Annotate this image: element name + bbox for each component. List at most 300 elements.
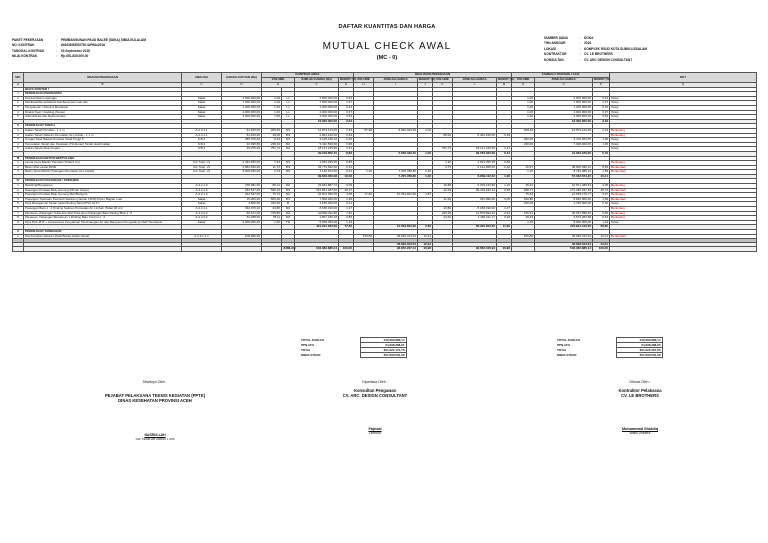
table-cell: 1,87 — [418, 193, 433, 198]
table-cell: 1,00 — [262, 101, 282, 106]
signature-role: Diperiksa Oleh : — [362, 380, 388, 384]
table-cell: 5,79 — [593, 151, 610, 156]
table-cell: 2 — [13, 133, 24, 138]
table-cell: Berkurang — [610, 211, 757, 216]
table-cell: 579,80 — [512, 234, 535, 239]
table-cell: 108.996,00 — [222, 234, 262, 239]
signature-org-2: CV. LE BROTHERS — [621, 393, 659, 398]
table-cell: 100,00 — [593, 247, 610, 252]
table-cell: 1,59 — [593, 197, 610, 202]
table-cell: 45,42 — [512, 184, 535, 189]
table-cell: 4,08 — [339, 193, 354, 198]
total-value: 651.830.000,00 — [360, 353, 406, 358]
table-cell: Tetap — [610, 220, 757, 225]
project-info-colon: : — [56, 48, 57, 53]
column-index: M — [497, 83, 512, 88]
table-cell: PEKERJAAN PERSIAPAN — [24, 92, 182, 97]
table-cell: Berkurang — [610, 207, 757, 212]
table-cell: 254.990,00 — [453, 197, 497, 202]
table-cell: 61.400,00 — [222, 133, 262, 138]
table-cell: 8.820.000,00 — [535, 197, 593, 202]
table-cell: 1 — [13, 161, 24, 166]
table-cell: 1,36 — [339, 197, 354, 202]
table-cell: 66.230.843,35 — [453, 225, 497, 230]
table-cell: M2 — [282, 142, 295, 147]
table-cell — [433, 247, 453, 252]
table-cell: 56.671,00 — [222, 211, 262, 216]
table-cell: 22.604.536,00 — [295, 193, 339, 198]
column-index: E — [262, 83, 295, 88]
table-cell: 392.076,20 — [222, 207, 262, 212]
table-cell: 3 — [13, 170, 24, 175]
table-cell: 5.461.150,00 — [453, 133, 497, 138]
funding-info-value: DOKA — [584, 36, 594, 40]
funding-info-row — [544, 58, 734, 63]
column-header: JUMLAH HARGA (Rp) — [295, 78, 339, 83]
table-cell: 938,77 — [512, 188, 535, 193]
project-info-value: 03 September 2018 — [61, 48, 90, 53]
table-cell: I — [13, 92, 24, 97]
funding-info — [544, 36, 734, 63]
table-cell: Pemadatan Tanah dan Perataan (Timbunan) Tanah Hasil Galian — [24, 142, 182, 147]
table-cell: 12,01 — [418, 234, 433, 239]
table-cell: 6,56 — [593, 211, 610, 216]
project-info-row — [12, 54, 251, 59]
funding-info-label: SUMBER DANA — [544, 36, 568, 40]
table-cell: 1,00 — [512, 110, 535, 115]
table-cell: 1,30 — [418, 170, 433, 175]
table-cell: Sakai — [182, 220, 222, 225]
table-cell: 2.500.000,00 — [295, 96, 339, 101]
table-cell: 1,00 — [262, 96, 282, 101]
table-cell: 0,28 — [497, 216, 512, 221]
table-cell: Administrasi dan Dokumentasi — [24, 115, 182, 120]
table-cell: 7.600.000,00 — [295, 101, 339, 106]
table-cell: 5 — [13, 202, 24, 207]
table-cell: S.B.2 — [182, 142, 222, 147]
table-cell: 1,19 — [339, 220, 354, 225]
table-cell: 18.131.215,95 — [295, 147, 339, 152]
funding-info-value: KOMPLEK RSUD KOTA SUBULUSSALAM — [584, 46, 648, 51]
table-cell: 330,00 — [262, 202, 282, 207]
table-cell: Pembersihan Saluran Pada Bekas Galian Tanah — [24, 234, 182, 239]
table-cell: 0,49 — [339, 133, 354, 138]
table-cell: 7.500.000,00 — [295, 197, 339, 202]
table-cell: 1,16 — [497, 184, 512, 189]
column-header: BOBOT (%) — [340, 77, 357, 82]
signature-name: NASRULLAH — [144, 433, 166, 437]
table-cell: Bekisting/Bongkaran — [24, 184, 182, 189]
table-cell: 46.699.313,54 — [535, 242, 593, 247]
table-cell: 16.871.486,54 — [535, 184, 593, 189]
table-cell: 2 — [13, 101, 24, 106]
table-cell: 2,33 — [339, 128, 354, 133]
table-cell — [512, 247, 535, 252]
table-cell: Ls — [282, 110, 295, 115]
table-cell: 20,80 — [262, 207, 282, 212]
table-cell: Anl. Supl. Vs — [182, 161, 222, 166]
table-cell: 93.652.237,14 — [374, 247, 418, 252]
total-label: DIBULATKAN — [557, 353, 577, 357]
signature-name: Fajrizal — [368, 427, 382, 431]
table-cell: 89,12 — [262, 184, 282, 189]
table-cell: 49,79 — [593, 188, 610, 193]
table-cell: Berkurang — [610, 193, 757, 198]
table-cell: 1,00 — [512, 105, 535, 110]
table-cell: A.4.4.2.2 — [182, 216, 222, 221]
table-cell: 8,23 — [262, 138, 282, 143]
table-cell: 1,19 — [593, 220, 610, 225]
column-header: KET — [610, 73, 757, 83]
table-cell: PEKERJAAN TANAH — [24, 124, 182, 129]
table-cell: 18.131.215,95 — [453, 147, 497, 152]
table-cell: 1,00 — [262, 105, 282, 110]
table-cell: 6 — [13, 207, 24, 212]
project-info-value: PEMBANGUNAN PAUD BALEE (SDKA) SIBULEULALAM — [61, 38, 146, 42]
table-cell: 11,72 — [262, 165, 282, 170]
table-cell: 21.936.176,77 — [535, 193, 593, 198]
table-cell: Galian Tanah Saluran Pemuatan Air Limbah - 1 1 m — [24, 133, 182, 138]
column-header: VOLUME — [512, 78, 535, 83]
table-cell: 1.200.000,00 — [295, 105, 339, 110]
table-cell: Plesteran, Pasangan Berukuran 1 Dinding Batu Kontrol 1 : 2 — [24, 216, 182, 221]
funding-info-colon: : — [580, 52, 581, 57]
table-cell: 33.075,45 — [222, 147, 262, 152]
table-cell: 1,92 — [433, 161, 453, 166]
table-cell: A.2.3.1.1.1 — [182, 234, 222, 239]
total-value: 601.021.174,76 — [360, 348, 406, 353]
table-cell: 10,41 — [593, 174, 610, 179]
table-cell: 16,88 — [433, 184, 453, 189]
table-cell: Beton Plat Lantai 30/40 — [24, 165, 182, 170]
signature-org: Kontraktor Pelaksana — [618, 388, 662, 393]
table-cell: 46,00 — [262, 133, 282, 138]
table-cell: 238,10 — [262, 142, 282, 147]
table-cell: M3 — [282, 138, 295, 143]
table-cell: M3 — [282, 165, 295, 170]
table-cell: Tetap — [610, 115, 757, 120]
column-header: VOLUME — [433, 78, 453, 83]
totals-table — [300, 337, 663, 358]
table-cell: 0,21 — [339, 202, 354, 207]
column-header: HARGA SATUAN (Rp) — [222, 73, 262, 83]
column-index: B — [24, 83, 182, 88]
table-cell: 0,21 — [339, 170, 354, 175]
grand-totals — [300, 337, 756, 358]
project-info — [12, 38, 251, 60]
table-cell: 7.205.788,80 — [374, 170, 418, 175]
project-info-label: PAKET PEKERJAAN — [12, 38, 44, 42]
table-cell: Tetap — [610, 147, 757, 152]
table-cell: 2.000.000,00 — [295, 110, 339, 115]
column-index: A — [13, 83, 24, 88]
table-cell: 3,31 — [339, 147, 354, 152]
table-cell: 6.005.036,00 — [222, 170, 262, 175]
table-cell — [354, 247, 374, 252]
table-cell: 87,98 — [354, 128, 374, 133]
table-cell: 1,47 — [497, 207, 512, 212]
total-value: 651.830.000,00 — [616, 353, 662, 358]
table-cell: 10,06 — [339, 174, 354, 179]
column-header: JUMLAH HARGA — [453, 78, 497, 83]
signature-org: PEJABAT PELAKSANA TEKNIS KEGIATAN (PPTK) — [104, 393, 206, 398]
table-cell: 0,54 — [339, 115, 354, 120]
signature-org-2: CV. ARC. DESIGN CONSULTANT — [342, 393, 408, 398]
table-cell: - — [262, 234, 282, 239]
table-cell: A.3.2.1.9 — [182, 188, 222, 193]
table-cell: 3.000.000,00 — [535, 115, 593, 120]
table-cell: Tetap — [610, 202, 757, 207]
table-cell: 0,75 — [433, 165, 453, 170]
total-value: 546.382.886,14 — [360, 338, 406, 343]
table-cell: 595,16 — [262, 188, 282, 193]
table-cell: 7.028.000,00 — [535, 142, 593, 147]
signature-role: Dibuat Oleh : — [629, 380, 651, 384]
table-cell — [262, 247, 282, 252]
table-cell: 3.000.000,00 — [295, 115, 339, 120]
table-cell: 1,00 — [262, 110, 282, 115]
table-cell: 2.500.000,00 — [535, 96, 593, 101]
table-cell: 549,80 — [512, 197, 535, 202]
table-cell: 31.622.976,25 — [535, 151, 593, 156]
project-info-value: 843/DINKES/ITEL/APBA/2018 — [61, 43, 105, 48]
group-header-kontrak: KONTRAK AWAL — [262, 73, 354, 78]
column-index: I — [374, 83, 418, 88]
table-cell: 2,33 — [593, 128, 610, 133]
table-cell: 4.694.295,36 — [453, 161, 497, 166]
table-cell: 76,74 — [262, 193, 282, 198]
table-cell: III — [13, 156, 24, 161]
column-header: BOBOT (%) — [419, 77, 436, 82]
table-cell: Anl. Supl. Vs — [182, 170, 222, 175]
project-info-colon: : — [56, 43, 57, 48]
column-index: G — [339, 83, 354, 88]
table-cell: 378.081,00 — [222, 184, 262, 189]
boq-table — [12, 72, 757, 252]
table-cell: 500,00 — [262, 197, 282, 202]
table-cell: 7.600.000,00 — [535, 101, 593, 106]
table-cell: Bertambah — [610, 197, 757, 202]
table-cell: Tetap — [610, 110, 757, 115]
table-cell: 2.144.825,00 — [453, 165, 497, 170]
table-cell: 12.873.124,00 — [535, 128, 593, 133]
table-cell: 3,31 — [497, 147, 512, 152]
table-cell: Bertambah — [610, 170, 757, 175]
table-cell: 0,44 — [339, 96, 354, 101]
table-cell: 434.244.662,99 — [295, 225, 339, 230]
table-cell: 0,44 — [593, 96, 610, 101]
table-cell: 46.699.313,54 — [374, 242, 418, 247]
total-label: TOTAL — [301, 348, 311, 352]
table-cell: Tetap — [610, 105, 757, 110]
table-cell: Galian Tanah Pondasi - 1 1 m — [24, 128, 182, 133]
table-cell: 294.547,00 — [222, 188, 262, 193]
table-cell: 1 — [13, 234, 24, 239]
table-cell: 77,63 — [339, 225, 354, 230]
table-cell: 42,39 — [433, 188, 453, 193]
table-cell: 6.000.000,00 — [295, 220, 339, 225]
table-cell: 6,10 — [339, 165, 354, 170]
table-cell: Pipa Resapan Air Tanah pada Dinding Talud (PVC Ø 2") — [24, 202, 182, 207]
table-cell: 285.070,00 — [222, 138, 262, 143]
table-cell: 0,37 — [593, 110, 610, 115]
table-cell: 1,00 — [418, 151, 433, 156]
table-cell: Pasangan Pondasi Batu Gunung (Bor/Bangun) — [24, 193, 182, 198]
table-cell: Mobilisasi/Demobilisasi Alat Berat dan Lain-lain — [24, 101, 182, 106]
table-cell: Ttk — [282, 220, 295, 225]
boq-table-wrap — [12, 72, 756, 252]
table-cell: Plesteran, Pasangan Tebal dua Sisi/ Pola atmo Pasangan Batu Paving Blok 1 : 6 — [24, 211, 182, 216]
table-cell: M3 — [282, 188, 295, 193]
table-cell: 49.218.852,15 — [295, 151, 339, 156]
document-title: MUTUAL CHECK AWAL — [322, 41, 452, 52]
column-index: P — [593, 83, 610, 88]
table-cell: 1,59 — [593, 170, 610, 175]
table-cell: 33.664.887,72 — [295, 184, 339, 189]
table-cell: 1,26 — [497, 174, 512, 179]
table-cell: 4.694.295,36 — [295, 161, 339, 166]
table-cell: 3,97 — [593, 193, 610, 198]
table-cell: 36.357.598,63 — [535, 211, 593, 216]
column-header: JUMLAH HARGA — [374, 78, 418, 83]
table-cell: 209,66 — [262, 128, 282, 133]
table-cell: 1,37 — [339, 101, 354, 106]
table-cell: Pasangan Trasraam Pemisah Saluran (Ukuran 15/20) Pipa / Bagian Luar — [24, 197, 182, 202]
table-cell: 39.609.020,08 — [295, 174, 339, 179]
table-cell: 1,00 — [512, 115, 535, 120]
table-cell: 2.464.950,00 — [222, 161, 262, 166]
table-cell: 6.000.000,00 — [222, 220, 262, 225]
table-cell: 4.807.330,18 — [295, 216, 339, 221]
table-cell: Tetap — [610, 101, 757, 106]
table-cell: Urugan Pasir Bawah Pondasi Tebal Tinggi 5 — [24, 138, 182, 143]
table-cell: 78,11 — [262, 216, 282, 221]
table-cell: Lantai Kerja Bawah Pondasi (Tebal 5 cm) — [24, 161, 182, 166]
table-cell: 1 — [13, 128, 24, 133]
table-cell: 46.699.313,54 — [374, 234, 418, 239]
table-cell: 0,40 — [497, 165, 512, 170]
table-cell: M3 — [282, 128, 295, 133]
table-cell: Bertambah — [610, 234, 757, 239]
table-cell: Direksi Keet / Gudang (Sewa) — [24, 110, 182, 115]
signature-owner — [60, 380, 250, 441]
table-cell: Sakai — [182, 197, 222, 202]
total-label: TOTAL JUMLAH — [557, 338, 580, 342]
table-cell: 16,96 — [497, 247, 512, 252]
table-cell: 1,00 — [262, 115, 282, 120]
table-cell: 229,29 — [433, 211, 453, 216]
table-cell: 6,58 — [497, 188, 512, 193]
table-cell: 0,49 — [497, 133, 512, 138]
signature-org: Konsultan Pengawas — [353, 388, 397, 393]
table-cell: 546.382.886,14 — [295, 247, 339, 252]
table-cell: Sakai — [182, 202, 222, 207]
table-cell: M2 — [282, 193, 295, 198]
total-value: 54.638.288,95 — [616, 343, 662, 348]
table-cell: 20,80 — [433, 207, 453, 212]
funding-info-value: 2018 — [584, 41, 592, 46]
table-cell: 11,90 — [497, 225, 512, 230]
table-cell: - — [295, 234, 339, 239]
table-cell: Bertambah — [610, 188, 757, 193]
table-cell: 2.000.000,00 — [222, 110, 262, 115]
table-cell: 9.720.653,55 — [535, 138, 593, 143]
funding-info-label: LOKASI — [544, 46, 557, 51]
total-value: 601.021.087,66 — [616, 348, 662, 353]
signature-contractor — [555, 380, 725, 435]
signature-consultant — [290, 380, 460, 435]
table-cell: 40.830.011,80 — [295, 211, 339, 216]
table-cell — [182, 247, 222, 252]
table-cell: 0,22 — [593, 105, 610, 110]
table-cell: 579,80 — [354, 234, 374, 239]
table-cell: 751,74 — [433, 147, 453, 152]
project-info-colon: : — [56, 54, 57, 59]
column-header: BOBOT (%) — [498, 77, 515, 82]
table-cell: 2,94 — [339, 119, 354, 124]
table-cell: 8.732.385,34 — [535, 170, 593, 175]
column-header: NO. — [13, 73, 24, 83]
table-cell: Berkurang — [610, 133, 757, 138]
table-cell: Sakai — [182, 115, 222, 120]
table-cell: 16.300.000,00 — [295, 119, 339, 124]
table-cell: 1.452.011,17 — [453, 216, 497, 221]
column-index: Q — [610, 83, 757, 88]
table-cell: S.B.2 — [182, 147, 222, 152]
table-cell: 1,35 — [593, 142, 610, 147]
table-cell: Tetap — [610, 142, 757, 147]
table-cell: 2,34 — [497, 211, 512, 216]
table-cell: 7,40 — [339, 211, 354, 216]
project-info-label: TANGGAL KONTRAK — [12, 48, 45, 53]
table-cell: 1,37 — [593, 101, 610, 106]
total-label: DIBULATKAN — [301, 353, 321, 357]
signature-post: NIP. 19800105 200801 1 005 — [135, 437, 175, 441]
table-cell: 46.699.313,54 — [535, 234, 593, 239]
table-cell: 1 — [13, 184, 24, 189]
table-cell: A.3.2.1.9 — [182, 193, 222, 198]
table-cell: 7.600.000,00 — [222, 101, 262, 106]
document-header — [12, 22, 756, 70]
table-cell: 8,83 — [593, 165, 610, 170]
table-cell: Sakai — [182, 110, 222, 115]
table-cell — [222, 247, 262, 252]
funding-info-colon: : — [580, 46, 581, 51]
table-cell: Tetap — [610, 138, 757, 143]
table-cell: JUMLAH — [283, 246, 296, 251]
table-cell: A.2.3.1.1 — [182, 133, 222, 138]
column-index: K — [433, 83, 453, 88]
table-cell: Ls — [282, 115, 295, 120]
table-cell: 0,86 — [497, 161, 512, 166]
table-cell: 1,30 — [418, 174, 433, 179]
funding-info-label: KONSULTAN — [544, 57, 564, 62]
column-index: C — [182, 83, 222, 88]
table-cell: 1,92 — [262, 161, 282, 166]
total-value: 546.382.886,14 — [616, 338, 662, 343]
funding-info-value: CV. ARC DESIGN CONSULTANT — [584, 57, 633, 62]
table-cell: 0,98 — [339, 142, 354, 147]
signature-post: Wakil Direktur — [629, 431, 651, 435]
table-cell: Galian Tanah Sisa Urugan — [24, 147, 182, 152]
table-cell: 2 — [13, 188, 24, 193]
table-cell: Berkurang — [610, 216, 757, 221]
table-cell: 751,74 — [262, 147, 282, 152]
table-cell: 12.879.594,24 — [453, 211, 497, 216]
table-cell: 75,62 — [512, 193, 535, 198]
table-cell: 39.410.190,12 — [453, 188, 497, 193]
table-cell: Anl. Supl. Vs — [182, 165, 222, 170]
